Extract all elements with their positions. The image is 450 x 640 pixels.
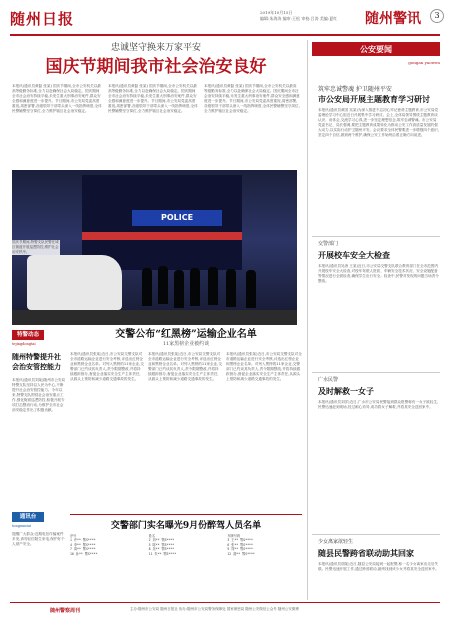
section-title: 随州警讯 xyxy=(365,11,421,27)
special-police-headline: 随州特警提升社会治安管控能力 xyxy=(12,352,61,371)
officer-figure xyxy=(208,267,218,305)
photo-road xyxy=(12,310,297,325)
officer-figure xyxy=(226,269,236,307)
right-story3-headline: 及时解救一女子 xyxy=(318,386,374,396)
right-story4-headline: 随县民警跨省联动助其回家 xyxy=(318,548,414,558)
table-row: 12 胡** 鄂S**** xyxy=(227,551,255,556)
table-row: 3 王** 鄂S**** xyxy=(227,538,253,543)
right-story2-body: 本报讯(通讯员吴涛 王某)近日,市公安局交警支队联合教育部门在全市范围内开展校车安全大检查,对校车驾驶人资质、车辆安全技术状况、安全设施配备等情况进行全面检查,确保学生出行安全。检查中,民警对发现的问题当场责令整改。 xyxy=(318,264,439,283)
masthead-rule xyxy=(10,34,440,36)
weekly-logo: 随州警察周刊 xyxy=(49,608,80,614)
table-row: 1 许** 鄂S**** xyxy=(70,538,96,543)
right-story1-kicker: 筑牢忠诚警魂 护卫随州平安 xyxy=(318,86,392,93)
middle-headline: 交警公布“红黑榜”运输企业名单 xyxy=(115,329,257,340)
column-divider xyxy=(307,40,308,600)
drunk-driver-table xyxy=(70,534,302,596)
table-row: 10 孙** 鄂S**** xyxy=(70,551,98,556)
table-row: 6 张** 鄂S**** xyxy=(227,542,253,547)
photo-red-stripe xyxy=(82,232,242,240)
right-story2-kicker: 交警部门 xyxy=(318,241,339,247)
table-row: 7 周** 鄂S**** xyxy=(70,547,96,552)
special-police-badge: 特警动态 xyxy=(12,330,44,340)
table-column-header: 序号 xyxy=(70,534,77,538)
middle-body-col1: 本报讯(通讯员张某)近日,市公安局交警支队对全市道路运输企业进行安全考核,评选出红榜企业和黑榜企业名单。对列入黑榜的11家企业,交警部门已约谈其负责人,责令限期整改,并将持续跟踪督办,督促企业落实安全生产主体责任,从源头上预防和减少道路交通事故的发生。 xyxy=(70,352,144,381)
table-row: 4 李** 鄂S**** xyxy=(70,542,96,547)
officer-figure xyxy=(190,268,200,306)
middle-subheadline: 11家黑榜企业被约谈 xyxy=(162,341,210,347)
officer-figure xyxy=(158,266,168,304)
issue-date: 2019年10月15日 xyxy=(260,10,293,15)
police-sign: POLICE xyxy=(132,210,222,226)
right-story3-body: 本报讯(通讯员刘洋)近日,广水市公安局民警接到群众报警称有一女子欲轻生,民警迅速赶到现场,经过耐心劝导,成功将女子解救,并将其安全送回家中。 xyxy=(318,400,439,409)
lead-body-col3: 本报讯(通讯员黄磊 张某) 国庆节期间,全市公安机关以最高等级勤务标准,全力以赴确保社会大局稳定。国庆期间全市社会治安持续平稳,未发生重大刑事治安案件,群众安全感和满意度进一步提升。节日期间,市公安局党委高度重视,周密部署,各级领导干部带头深入一线指挥调度,全体民警辅警坚守岗位,全力维护辖区社会治安稳定。 xyxy=(204,84,300,113)
photo-caption: 国庆节期间,特警支队民警在城区街道开展巡逻防控,维护社会治安秩序。 xyxy=(12,240,59,254)
notice-body: 提醒广大群众:近期电信诈骗案件多发,请勿轻信陌生来电,保护好个人财产安全。 xyxy=(12,532,65,546)
table-headline: 交警部门实名曝光9月份醉驾人员名单 xyxy=(110,521,262,531)
table-row: 8 吴** 鄂S**** xyxy=(148,547,175,552)
footer-credits: 主办:随州市公安局 随州日报社 协办:随州市公安局警务保障处 国家保密局 随州公安微信公众号 随州公安微博 xyxy=(130,607,299,611)
special-police-body: 本报讯(通讯员刘某)随州市公安局特警支队坚持以人民为中心,不断提升社会治安管控能力。今年以来,特警支队围绕社会治安重点工作,强化街面巡逻防控,积极开展专项打击整治行动,为维护全市社会治安稳定作出了积极贡献。 xyxy=(12,378,66,412)
table-row: 9 郑** 鄂S**** xyxy=(227,547,253,552)
divider xyxy=(312,372,440,373)
editor-credits: 编辑:朱海涛 编审:王松 审校:吕涛 美编:夏红 xyxy=(260,16,338,21)
table-top-rule xyxy=(70,514,302,515)
lead-body-col2: 本报讯(通讯员黄磊 张某) 国庆节期间,全市公安机关以最高等级勤务标准,全力以赴确保社会大局稳定。国庆期间全市社会治安持续平稳,未发生重大刑事治安案件,群众安全感和满意度进一步提升。节日期间,市公安局党委高度重视,周密部署,各级领导干部带头深入一线指挥调度,全体民警辅警坚守岗位,全力维护辖区社会治安稳定。 xyxy=(108,84,198,113)
section-tag-pinyin: gongan yaowen xyxy=(408,60,440,65)
divider xyxy=(312,534,440,535)
notice-badge: 通讯台 xyxy=(12,512,44,522)
table-row: 2 刘** 鄂S**** xyxy=(148,538,175,543)
officer-figure xyxy=(174,270,184,308)
table-rows xyxy=(70,538,302,556)
notice-badge-pinyin: tongxuntai xyxy=(12,524,32,528)
right-story3-kicker: 广水民警 xyxy=(318,377,339,383)
officer-figure xyxy=(246,270,256,308)
special-police-badge-pinyin: tejingdongtai xyxy=(12,342,36,346)
table-column-header: 姓名 xyxy=(148,534,156,538)
right-story4-kicker: 少女离家欲轻生 xyxy=(318,539,354,545)
lead-kicker: 忠诚坚守换来万家平安 xyxy=(110,43,201,53)
table-row: 11 朱** 鄂S**** xyxy=(148,551,177,556)
divider xyxy=(312,236,440,237)
middle-body-col3: 本报讯(通讯员张某)近日,市公安局交警支队对全市道路运输企业进行安全考核,评选出红榜企业和黑榜企业名单。对列入黑榜的11家企业,交警部门已约谈其负责人,责令限期整改,并将持续跟踪督办,督促企业落实安全生产主体责任,从源头上预防和减少道路交通事故的发生。 xyxy=(226,352,302,381)
right-story2-headline: 开展校车安全大检查 xyxy=(318,250,390,260)
lead-headline: 国庆节期间我市社会治安良好 xyxy=(45,57,267,77)
issue-meta xyxy=(260,10,360,22)
right-story4-body: 本报讯(通讯员胡某)近日,随县公安局接到一起报警,称一名少女离家出走后失联。民警迅速开展工作,通过跨省联动,最终找到该少女并将其安全送回家中。 xyxy=(318,562,439,571)
page-footer xyxy=(10,602,440,633)
lead-body-col1: 本报讯(通讯员黄磊 张某) 国庆节期间,全市公安机关以最高等级勤务标准,全力以赴确保社会大局稳定。国庆期间全市社会治安持续平稳,未发生重大刑事治安案件,群众安全感和满意度进一步提升。节日期间,市公安局党委高度重视,周密部署,各级领导干部带头深入一线指挥调度,全体民警辅警坚守岗位,全力维护辖区社会治安稳定。 xyxy=(12,84,102,113)
right-story1-headline: 市公安局开展主题教育学习研讨 xyxy=(318,94,430,104)
right-story1-body: 本报讯(通讯员黄国 吴某)为深入推进不忘初心牢记使命主题教育,市公安局党委理论学习中心组近日开展集中学习研讨。会上,全体局领导围绕主题教育谈认识、谈体会,交流学习心得,进一步坚定理想信念,筑牢忠诚警魂。市公安局党委书记、局长强调,要把主题教育成果转化为推动公安工作高质量发展的强大动力,以实际行动护卫随州平安。会议要求全体民警要进一步增强四个意识,坚定四个自信,做到两个维护,确保公安工作始终沿着正确方向前进。 xyxy=(318,108,439,137)
newspaper-logo: 随州日报 xyxy=(10,10,75,28)
page-number: 3 xyxy=(430,9,444,23)
middle-body-col2: 本报讯(通讯员张某)近日,市公安局交警支队对全市道路运输企业进行安全考核,评选出红榜企业和黑榜企业名单。对列入黑榜的11家企业,交警部门已约谈其负责人,责令限期整改,并将持续跟踪督办,督促企业落实安全生产主体责任,从源头上预防和减少道路交通事故的发生。 xyxy=(148,352,222,381)
officer-figure xyxy=(142,268,152,306)
table-column-header: 车牌号码 xyxy=(227,534,241,538)
section-tag: 公安要闻 xyxy=(312,42,440,56)
table-row: 5 陈** 鄂S**** xyxy=(148,542,175,547)
photo-police-car xyxy=(27,255,122,310)
